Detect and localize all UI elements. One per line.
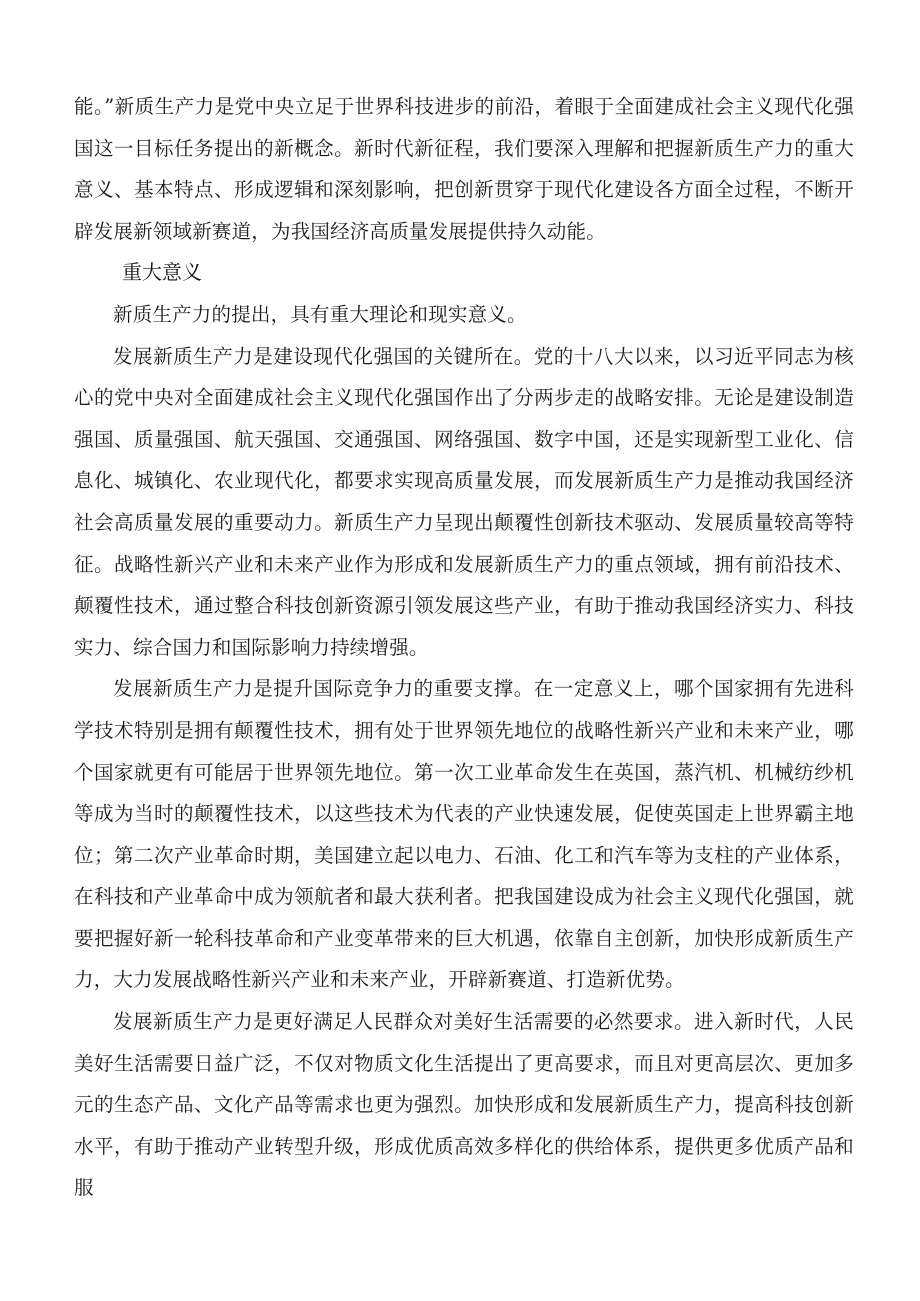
paragraph-international-competitiveness: 发展新质生产力是提升国际竞争力的重要支撑。在一定意义上，哪个国家拥有先进科学技术特别是拥有颠覆性技术，拥有处于世界领先地位的战略性新兴产业和未来产业，哪个国家就更有可能居于世界领先地位。第一次工业革命发生在英国，蒸汽机、机械纺纱机等成为当时的颠覆性技术，以这些技术为代表的产业快速发展，促使英国走上世界霸主地位；第二次产业革命时期，美国建立起以电力、石油、化工和汽车等为支柱的产业体系，在科技和产业革命中成为领航者和最大获利者。把我国建设成为社会主义现代化强国，就要把握好新一轮科技革命和产业变革带来的巨大机遇，依靠自主创新，加快形成新质生产力，大力发展战略性新兴产业和未来产业，开辟新赛道、打造新优势。 bbox=[74, 677, 854, 992]
paragraph-significance-intro: 新质生产力的提出，具有重大理论和现实意义。 bbox=[113, 302, 527, 326]
paragraph-intro-continuation: 能。”新质生产力是党中央立足于世界科技进步的前沿，着眼于全面建成社会主义现代化强国这一目标任务提出的新概念。新时代新征程，我们要深入理解和把握新质生产力的重大意义、基本特点、形成逻辑和深刻影响，把创新贯穿于现代化建设各方面全过程，不断开辟发展新领域新赛道，为我国经济高质量发展提供持久动能。 bbox=[74, 95, 854, 243]
paragraph-modern-power: 发展新质生产力是建设现代化强国的关键所在。党的十八大以来，以习近平同志为核心的党中央对全面建成社会主义现代化强国作出了分两步走的战略安排。无论是建设制造强国、质量强国、航天强国、交通强国、网络强国、数字中国，还是实现新型工业化、信息化、城镇化、农业现代化，都要求实现高质量发展，而发展新质生产力是推动我国经济社会高质量发展的重要动力。新质生产力呈现出颠覆性创新技术驱动、发展质量较高等特征。战略性新兴产业和未来产业作为形成和发展新质生产力的重点领域，拥有前沿技术、颠覆性技术，通过整合科技创新资源引领发展这些产业，有助于推动我国经济实力、科技实力、综合国力和国际影响力持续增强。 bbox=[74, 344, 854, 659]
paragraph-better-life: 发展新质生产力是更好满足人民群众对美好生活需要的必然要求。进入新时代，人民美好生活需要日益广泛，不仅对物质文化生活提出了更高要求，而且对更高层次、更加多元的生态产品、文化产品等需求也更为强烈。加快形成和发展新质生产力，提高科技创新水平，有助于推动产业转型升级，形成优质高效多样化的供给体系，提供更多优质产品和服 bbox=[74, 1010, 854, 1200]
section-heading: 重大意义 bbox=[122, 260, 202, 285]
document-page bbox=[74, 86, 854, 1209]
